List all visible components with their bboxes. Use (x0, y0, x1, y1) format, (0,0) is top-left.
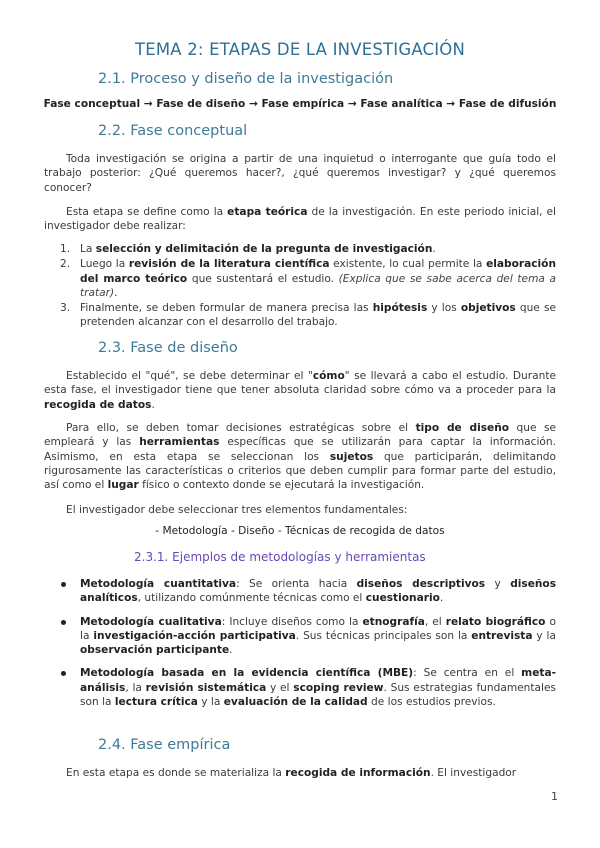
paragraph-conceptual-stage: Esta etapa se define como la etapa teórica de la investigación. En este periodo inicial, el investigador debe realizar: (44, 206, 556, 233)
list-item: 2. Luego la revisión de la literatura científica existente, lo cual permite la elaboración del marco teórico que sustentará el estudio. (Explica que se sabe acerca del tema a tratar). (60, 258, 556, 299)
list-item: 3. Finalmente, se deben formular de manera precisa las hipótesis y los objetivos que se pretenden alcanzar con el desarrollo del trabajo. (60, 302, 556, 329)
list-item: Metodología cuantitativa: Se orienta hacia diseños descriptivos y diseños analíticos, utilizando comúnmente técnicas como el cuestionario. (44, 577, 556, 606)
document-title: TEMA 2: ETAPAS DE LA INVESTIGACIÓN (134, 40, 466, 59)
numbered-list-conceptual (44, 242, 556, 331)
page-number: 1 (551, 790, 558, 803)
paragraph-three-elements: El investigador debe seleccionar tres elementos fundamentales: (66, 504, 408, 516)
list-item: Metodología cualitativa: Incluye diseños como la etnografía, el relato biográfico o la investigación-acción participativa. Sus técnicas principales son la entrevista y la observación participante. (44, 615, 556, 658)
paragraph-design-intro: Establecido el "qué", se debe determinar el "cómo" se llevará a cabo el estudio. Durante esta fase, el investigador tiene que tener absoluta claridad sobre cómo va a proceder para la recogida de datos. (44, 370, 556, 411)
paragraph-design-decisions: Para ello, se deben tomar decisiones estratégicas sobre el tipo de diseño que se empleará y las herramientas específicas que se utilizarán para captar la información. Asimismo, en esta etapa se seleccionan los sujetos que participarán, delimitando rigurosamente las características o criterios que deben cumplir para formar parte del estudio, así como el lugar físico o contexto donde se ejecutará la investigación. (44, 422, 556, 492)
subsection-heading-2-3-1: 2.3.1. Ejemplos de metodologías y herramientas (134, 550, 426, 564)
bullet-dot (61, 582, 66, 587)
bullet-list-methodologies (44, 577, 556, 718)
list-item: Metodología basada en la evidencia científica (MBE): Se centra en el meta-análisis, la revisión sistemática y el scoping review. Sus estrategias fundamentales son la lectura crítica y la evaluación de la calidad de los estudios previos. (44, 666, 556, 709)
section-heading-2-2: 2.2. Fase conceptual (98, 123, 248, 139)
section-heading-2-4: 2.4. Fase empírica (98, 737, 231, 753)
paragraph-conceptual-intro: Toda investigación se origina a partir de una inquietud o interrogante que guía todo el trabajo posterior: ¿Qué queremos hacer?, ¿qué queremos investigar? y ¿qué queremos conocer? (44, 153, 556, 194)
paragraph-empirical-intro: En esta etapa es donde se materializa la recogida de información. El investigador (66, 767, 517, 779)
bullet-dot (61, 671, 66, 676)
section-heading-2-3: 2.3. Fase de diseño (98, 340, 238, 356)
phases-flow: Fase conceptual → Fase de diseño → Fase empírica → Fase analítica → Fase de difusión (43, 98, 557, 110)
section-heading-2-1: 2.1. Proceso y diseño de la investigación (98, 71, 394, 87)
list-item: 1. La selección y delimitación de la pregunta de investigación. (60, 243, 436, 255)
bullet-dot (61, 620, 66, 625)
three-elements-line: - Metodología - Diseño - Técnicas de recogida de datos (155, 525, 445, 537)
